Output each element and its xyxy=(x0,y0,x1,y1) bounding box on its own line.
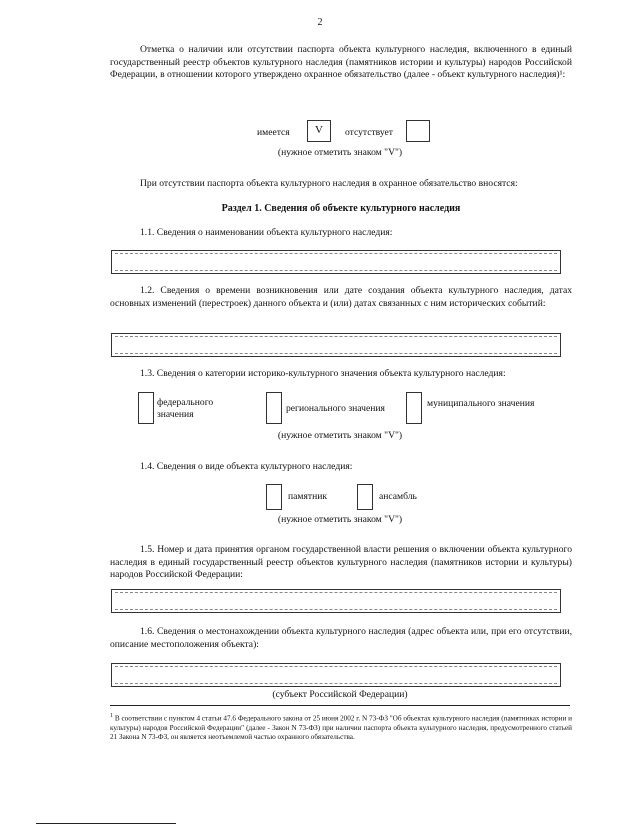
passport-present-label: имеется xyxy=(257,127,290,138)
passport-intro-text: Отметка о наличии или отсутствии паспорта объекта культурного наследия, включенного в единый государственный реестр объектов культурного наследия (памятников истории и культуры) народов Российской Федерации, в отношении которого утверждено охранное обязательство (далее - объект культурного наследия)¹: xyxy=(110,44,572,81)
footnote xyxy=(110,713,572,742)
category-hint: (нужное отметить знаком "V") xyxy=(277,430,403,441)
item-1-3-label: 1.3. Сведения о категории историко-культурного значения объекта культурного наследия: xyxy=(140,368,506,379)
footnote-marker: 1 xyxy=(110,713,113,719)
federal-checkbox[interactable] xyxy=(138,392,154,424)
item-1-6-label: 1.6. Сведения о местонахождении объекта культурного наследия (адрес объекта или, при его отсутствии, описание местоположения объекта): xyxy=(110,626,572,650)
type-hint: (нужное отметить знаком "V") xyxy=(277,514,403,525)
dates-field[interactable] xyxy=(111,333,561,357)
ensemble-label: ансамбль xyxy=(379,491,417,502)
footnote-text: В соответствии с пунктом 4 статьи 47.6 Федерального закона от 25 июня 2002 г. N 73-ФЗ "Об объектах культурного наследия (памятниках истории и культуры) народов Российской Федерации" (далее - Закон N 73-ФЗ) при наличии паспорта объекта культурного наследия, предусмотренного статьей 21 Закона N 73-ФЗ, он является неотъемлемой частью охранного обязательства. xyxy=(110,714,572,742)
federal-label-line1: федерального xyxy=(157,397,214,408)
item-1-4-label: 1.4. Сведения о виде объекта культурного наследия: xyxy=(140,461,353,472)
item-1-2-label: 1.2. Сведения о времени возникновения или дате создания объекта культурного наследия, датах основных изменений (перестроек) данного объекта и (или) датах связанных с ним исторических событий: xyxy=(110,285,572,309)
item-1-5-label: 1.5. Номер и дата принятия органом государственной власти решения о включении объекта культурного наследия в единый государственный реестр объектов культурного наследия (памятников истории и культуры) народов Российской Федерации: xyxy=(110,544,572,581)
passport-absent-label: отсутствует xyxy=(345,127,393,138)
name-field[interactable] xyxy=(111,250,561,274)
bottom-margin-line xyxy=(36,823,176,824)
regional-label: регионального значения xyxy=(286,403,385,414)
absence-note: При отсутствии паспорта объекта культурного наследия в охранное обязательство вносятся: xyxy=(140,178,518,189)
section-title: Раздел 1. Сведения об объекте культурного наследия xyxy=(221,203,461,214)
passport-absent-checkbox[interactable] xyxy=(406,120,430,142)
checkbox-mark: V xyxy=(315,124,323,136)
municipal-checkbox[interactable] xyxy=(406,392,422,424)
page-number: 2 xyxy=(317,17,323,28)
regional-checkbox[interactable] xyxy=(266,392,282,424)
passport-hint: (нужное отметить знаком "V") xyxy=(277,147,403,158)
municipal-label: муниципального значения xyxy=(427,398,535,409)
location-field[interactable] xyxy=(111,663,561,687)
federal-label xyxy=(157,397,213,420)
monument-checkbox[interactable] xyxy=(266,484,282,510)
footnote-separator xyxy=(110,705,570,706)
passport-present-checkbox[interactable] xyxy=(307,120,331,142)
ensemble-checkbox[interactable] xyxy=(357,484,373,510)
subject-caption: (субъект Российской Федерации) xyxy=(272,689,408,700)
item-1-1-label: 1.1. Сведения о наименовании объекта культурного наследия: xyxy=(140,227,393,238)
federal-label-line2: значения xyxy=(157,408,194,420)
registry-decision-field[interactable] xyxy=(111,589,561,613)
monument-label: памятник xyxy=(288,491,327,502)
